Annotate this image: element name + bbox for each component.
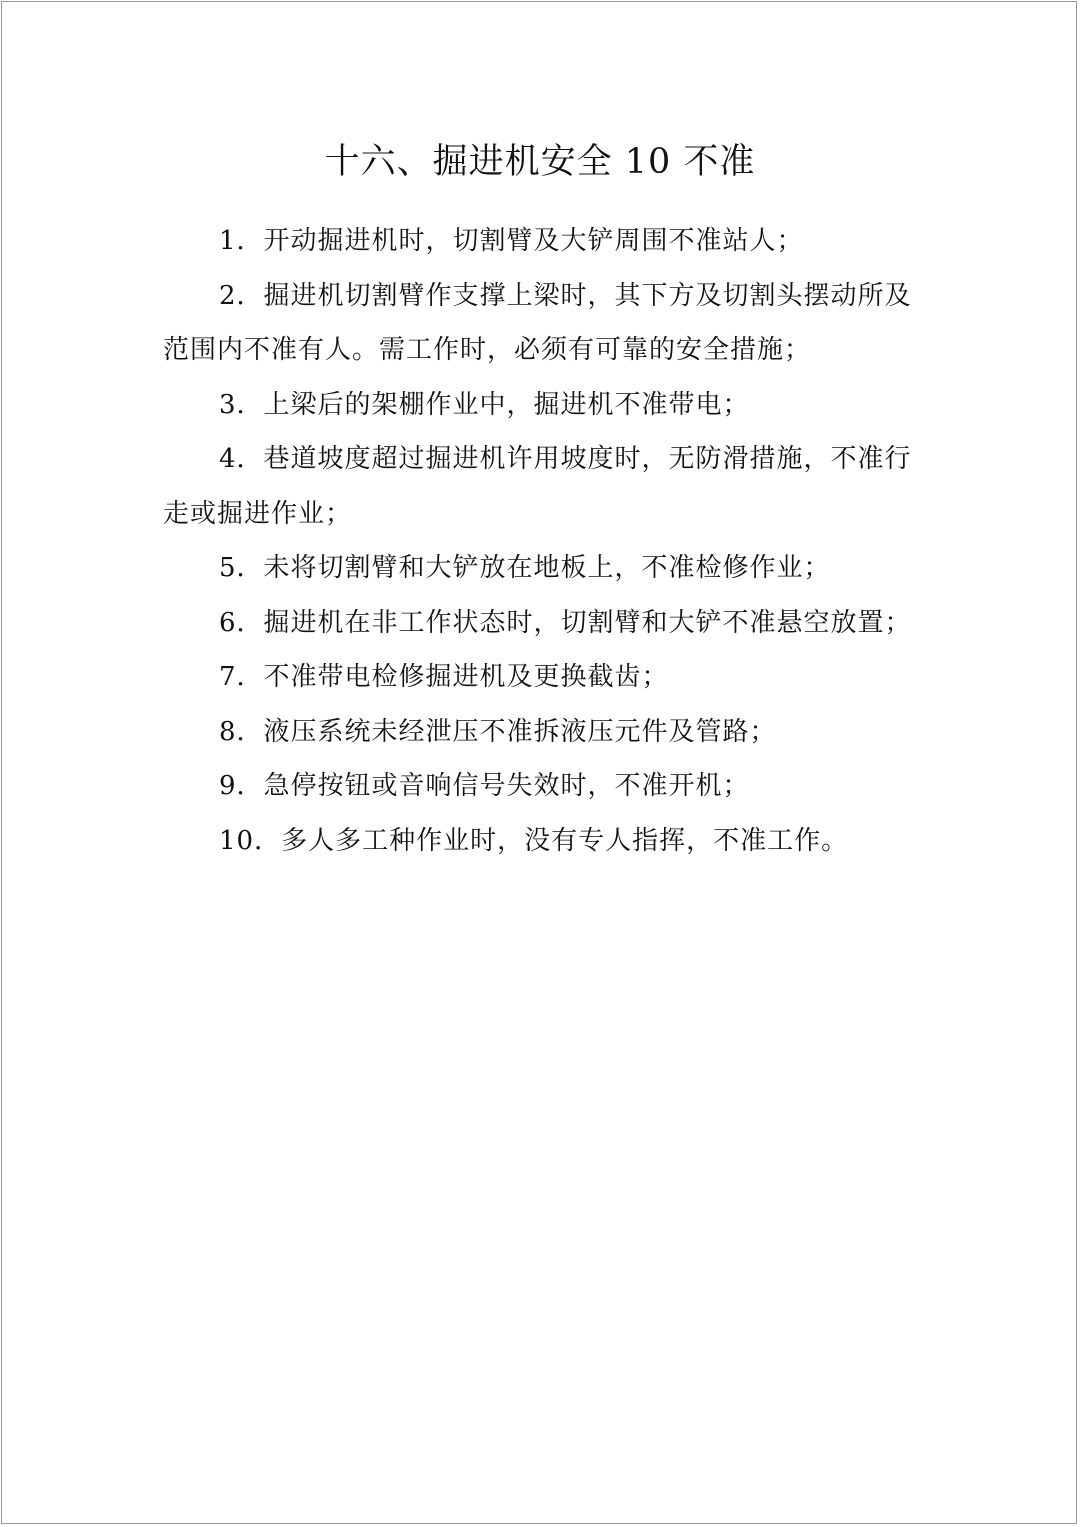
rule-item-4: 4．巷道坡度超过掘进机许用坡度时，无防滑措施，不准行走或掘进作业；	[163, 444, 912, 529]
rule-item-7: 7．不准带电检修掘进机及更换截齿；	[219, 662, 669, 692]
rule-item-2: 2．掘进机切割臂作支撑上梁时，其下方及切割头摆动所及范围内不准有人。需工作时，必须有可靠的安全措施；	[163, 280, 912, 365]
document-title: 十六、掘进机安全 10 不准	[324, 142, 756, 182]
rules-list	[163, 214, 921, 868]
rule-item-10: 10．多人多工种作业时，没有专人指挥，不准工作。	[219, 825, 849, 856]
rule-item-5: 5．未将切割臂和大铲放在地板上，不准检修作业；	[219, 553, 831, 583]
rule-item-8: 8．液压系统未经泄压不准拆液压元件及管路；	[219, 716, 777, 747]
rule-item-3: 3．上梁后的架棚作业中，掘进机不准带电；	[219, 389, 750, 420]
rule-item-9: 9．急停按钮或音响信号失效时，不准开机；	[219, 771, 750, 801]
rule-item-6: 6．掘进机在非工作状态时，切割臂和大铲不准悬空放置；	[219, 607, 912, 638]
rule-item-1: 1．开动掘进机时，切割臂及大铲周围不准站人；	[219, 226, 804, 256]
